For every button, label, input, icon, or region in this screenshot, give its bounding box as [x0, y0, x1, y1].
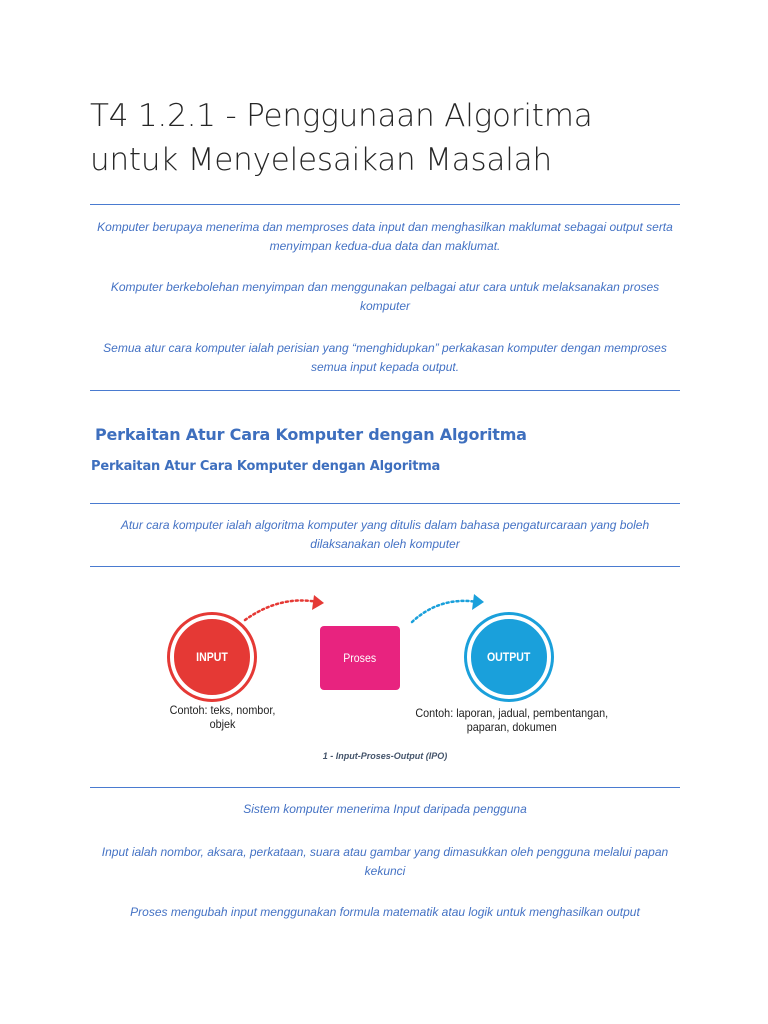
intro-quote-1: Komputer berupaya menerima dan memproses data input dan menghasilkan maklumat sebagai output serta menyimpan kedua-dua data dan maklumat. — [97, 220, 673, 253]
page-title: T4 1.2.1 - Penggunaan Algoritma untuk Menyelesaikan Masalah — [90, 98, 593, 178]
ipo-diagram — [150, 590, 630, 740]
output-examples: Contoh: laporan, jadual, pembentangan, paparan, dokumen — [415, 706, 609, 734]
divider-line — [90, 204, 680, 205]
body-quote-2: Input ialah nombor, aksara, perkataan, suara atau gambar yang dimasukkan oleh pengguna melalui papan kekunci — [101, 845, 669, 878]
body-quote-3: Proses mengubah input menggunakan formula matematik atau logik untuk menghasilkan output — [130, 905, 640, 919]
input-examples: Contoh: teks, nombor, objek — [169, 703, 276, 731]
figure-caption: 1 - Input-Proses-Output (IPO) — [322, 751, 448, 761]
intro-quote-2: Komputer berkebolehan menyimpan dan menggunakan pelbagai atur cara untuk melaksanakan proses komputer — [110, 280, 660, 313]
divider-line — [90, 566, 680, 567]
divider-line — [90, 390, 680, 391]
proses-label: Proses — [343, 651, 377, 665]
output-circle — [467, 615, 551, 699]
divider-line — [90, 787, 680, 788]
proses-to-output-arrow — [412, 601, 478, 622]
input-to-proses-arrow — [245, 600, 318, 620]
arrowhead-red-icon — [312, 595, 324, 610]
definition-quote: Atur cara komputer ialah algoritma komputer yang ditulis dalam bahasa pengaturcaraan yang boleh dilaksanakan oleh komputer — [120, 518, 650, 551]
input-label: INPUT — [196, 650, 228, 664]
divider-line — [90, 503, 680, 504]
arrowhead-blue-icon — [472, 594, 484, 610]
input-circle — [170, 615, 254, 699]
subsection-heading: Perkaitan Atur Cara Komputer dengan Algoritma — [91, 459, 441, 474]
section-heading: Perkaitan Atur Cara Komputer dengan Algoritma — [95, 425, 527, 444]
proses-box — [320, 626, 400, 690]
output-label: OUTPUT — [487, 650, 531, 664]
intro-quote-3: Semua atur cara komputer ialah perisian yang “menghidupkan” perkakasan komputer dengan memproses semua input kepada output. — [103, 341, 667, 374]
body-quote-1: Sistem komputer menerima Input daripada pengguna — [243, 802, 527, 816]
